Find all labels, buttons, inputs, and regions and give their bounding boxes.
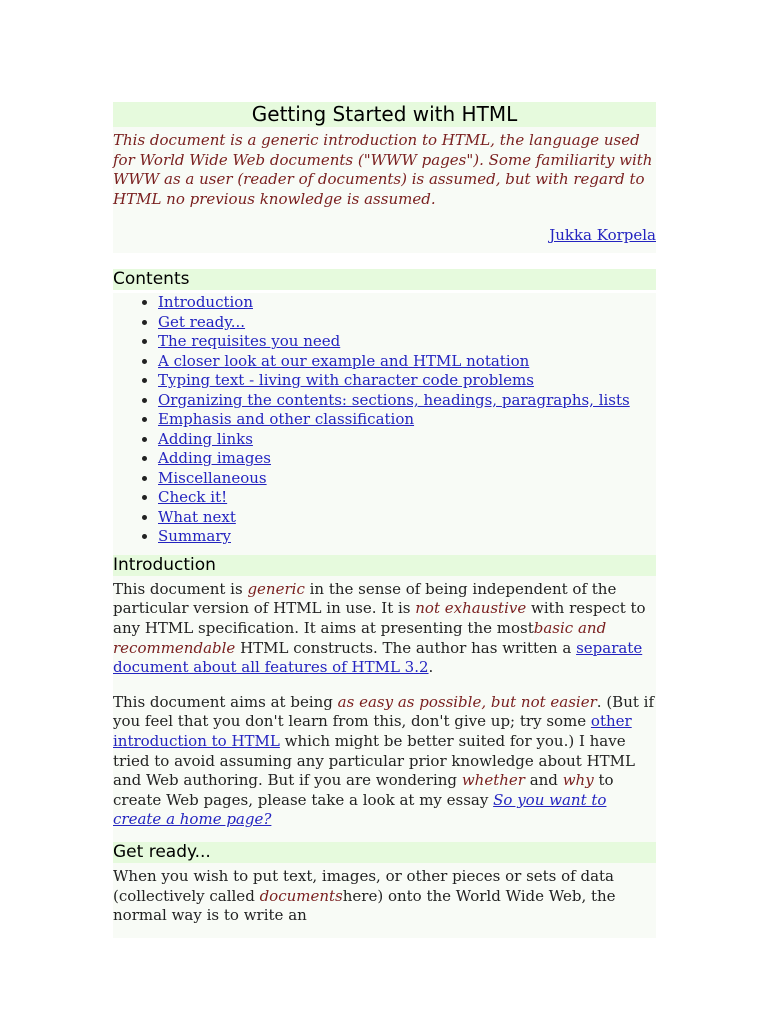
get-ready-paragraph-1	[113, 867, 656, 926]
list-item	[158, 391, 656, 411]
emphasis: documents	[259, 886, 343, 905]
toc-link-check-it[interactable]: Check it!	[158, 488, 228, 507]
introduction-paragraph-2	[113, 693, 656, 830]
list-item	[158, 352, 656, 372]
introduction-paragraph-1	[113, 580, 656, 678]
author-line	[113, 226, 656, 245]
toc-link-miscellaneous[interactable]: Miscellaneous	[158, 468, 267, 487]
list-item	[158, 469, 656, 489]
list-item	[158, 313, 656, 333]
contents-block	[113, 293, 656, 555]
page-title: Getting Started with HTML	[113, 102, 656, 127]
text-run: here) onto the World Wide Web, the normal way is to write an	[113, 886, 616, 925]
document-page	[113, 102, 656, 938]
list-item	[158, 410, 656, 430]
list-item	[158, 430, 656, 450]
text-run: and	[524, 771, 563, 790]
text-run: This document aims at being	[113, 692, 338, 711]
list-item	[158, 449, 656, 469]
contents-list	[113, 293, 656, 547]
emphasis: why	[562, 771, 594, 790]
text-run: . (But if you feel that you don't learn from this, don't give up; try some	[113, 692, 654, 731]
toc-link-organizing[interactable]: Organizing the contents: sections, headings, paragraphs, lists	[158, 390, 630, 409]
emphasis: basic and recommendable	[113, 619, 607, 657]
toc-link-typing-text[interactable]: Typing text - living with character code problems	[158, 371, 534, 390]
toc-link-adding-links[interactable]: Adding links	[158, 429, 253, 448]
emphasis: as easy as possible, but not easier	[337, 692, 597, 711]
get-ready-body	[113, 863, 656, 938]
home-page-essay-link[interactable]: So you want to create a home page?	[113, 790, 607, 829]
toc-link-adding-images[interactable]: Adding images	[158, 449, 272, 468]
contents-heading: Contents	[113, 269, 656, 290]
text-run: to create Web pages, please take a look at my essay	[113, 771, 614, 809]
emphasis: generic	[247, 579, 305, 598]
text-run: .	[428, 658, 434, 677]
emphasis: whether	[461, 771, 525, 790]
abstract-text: This document is a generic introduction to HTML, the language used for World Wide Web documents ("WWW pages"). Some familiarity with WWW as a user (reader of documents) is assumed, but with regard to HTML no previous knowledge is assumed.	[113, 131, 653, 208]
text-run: HTML constructs. The author has written a	[235, 638, 577, 657]
abstract-block	[113, 127, 656, 253]
other-introduction-link[interactable]: other introduction to HTML	[113, 712, 632, 751]
text-run: in the sense of being independent of the particular version of HTML in use. It is	[113, 579, 617, 618]
toc-link-requisites[interactable]: The requisites you need	[158, 332, 341, 351]
text-run: with respect to any HTML specification. It aims at presenting the most	[113, 599, 646, 638]
toc-link-introduction[interactable]: Introduction	[158, 293, 253, 312]
list-item	[158, 488, 656, 508]
toc-link-summary[interactable]: Summary	[158, 527, 231, 546]
text-run: which might be better suited for you.) I have tried to avoid assuming any particular prior knowledge about HTML and Web authoring. But if you are wondering	[113, 732, 635, 790]
html32-features-link[interactable]: separate document about all features of HTML 3.2	[113, 638, 643, 677]
list-item	[158, 527, 656, 547]
toc-link-closer-look[interactable]: A closer look at our example and HTML notation	[158, 351, 530, 370]
introduction-body	[113, 576, 656, 842]
introduction-heading: Introduction	[113, 555, 656, 576]
author-link[interactable]: Jukka Korpela	[549, 226, 656, 245]
text-run: This document is	[113, 579, 248, 598]
text-run: When you wish to put text, images, or other pieces or sets of data (collectively called	[113, 867, 614, 905]
list-item	[158, 293, 656, 313]
list-item	[158, 332, 656, 352]
emphasis: not exhaustive	[415, 599, 527, 618]
list-item	[158, 508, 656, 528]
toc-link-emphasis[interactable]: Emphasis and other classification	[158, 410, 415, 429]
toc-link-get-ready[interactable]: Get ready...	[158, 312, 246, 331]
list-item	[158, 371, 656, 391]
toc-link-what-next[interactable]: What next	[158, 507, 236, 526]
get-ready-heading: Get ready...	[113, 842, 656, 863]
